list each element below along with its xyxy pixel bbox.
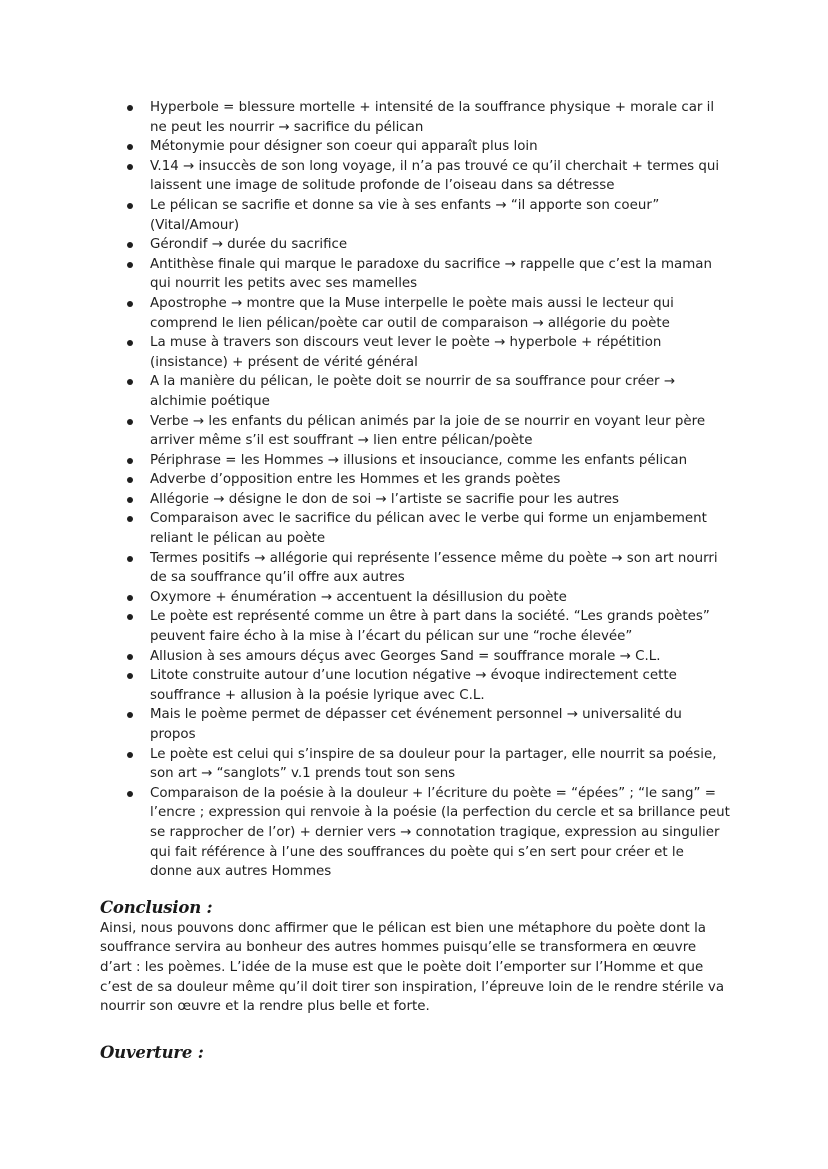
bullet-item bbox=[100, 549, 730, 588]
bullet-text: Termes positifs → allégorie qui représente l’essence même du poète → son art nourri de sa souffrance qu’il offre aux autres bbox=[150, 550, 718, 586]
bullet-item bbox=[100, 588, 730, 608]
bullet-text: Allusion à ses amours déçus avec Georges Sand = souffrance morale → C.L. bbox=[150, 648, 661, 664]
ouverture-heading: Ouverture : bbox=[100, 1042, 204, 1062]
bullet-dot-icon bbox=[127, 791, 133, 797]
bullet-dot-icon bbox=[127, 673, 133, 679]
bullet-text: Hyperbole = blessure mortelle + intensité de la souffrance physique + morale car il ne peut les nourrir → sacrifice du pélican bbox=[150, 100, 715, 135]
bullet-item bbox=[100, 451, 730, 471]
bullet-text: Gérondif → durée du sacrifice bbox=[150, 237, 348, 253]
bullet-dot-icon bbox=[127, 105, 133, 111]
bullet-item bbox=[100, 235, 730, 255]
bullet-item bbox=[100, 784, 730, 882]
bullet-text: Apostrophe → montre que la Muse interpelle le poète mais aussi le lecteur qui comprend le lien pélican/poète car outil de comparaison → allégorie du poète bbox=[150, 295, 674, 331]
bullet-text: Oxymore + énumération → accentuent la désillusion du poète bbox=[150, 589, 567, 605]
bullet-dot-icon bbox=[127, 203, 133, 209]
bullet-dot-icon bbox=[127, 712, 133, 718]
bullet-text: Verbe → les enfants du pélican animés par la joie de se nourrir en voyant leur père arriver même s’il est souffrant → lien entre pélican/poète bbox=[150, 413, 706, 449]
bullet-item bbox=[100, 196, 730, 235]
bullet-dot-icon bbox=[127, 144, 133, 150]
bullet-item bbox=[100, 470, 730, 490]
bullet-item bbox=[100, 333, 730, 372]
bullet-text: Le poète est représenté comme un être à part dans la société. “Les grands poètes” peuvent faire écho à la mise à l’écart du pélican sur une “roche élevée” bbox=[150, 609, 710, 645]
bullet-text: Litote construite autour d’une locution négative → évoque indirectement cette souffrance + allusion à la poésie lyrique avec C.L. bbox=[150, 668, 677, 703]
bullet-dot-icon bbox=[127, 340, 133, 346]
bullet-item bbox=[100, 745, 730, 784]
bullet-dot-icon bbox=[127, 379, 133, 385]
bullet-item bbox=[100, 294, 730, 333]
bullet-item bbox=[100, 607, 730, 646]
bullet-dot-icon bbox=[127, 262, 133, 268]
bullet-item bbox=[100, 157, 730, 196]
bullet-dot-icon bbox=[127, 477, 133, 483]
document-page bbox=[100, 98, 730, 1062]
analysis-bullet-list bbox=[100, 98, 730, 882]
bullet-item bbox=[100, 372, 730, 411]
bullet-text: La muse à travers son discours veut lever le poète → hyperbole + répétition (insistance) + présent de vérité général bbox=[150, 335, 662, 370]
bullet-text: Comparaison de la poésie à la douleur + l’écriture du poète = “épées” ; “le sang” = l’encre ; expression qui renvoie à la poésie (la perfection du cercle et sa brillance peut se rapprocher de l’or) + dernier vers → connotation tragique, expression au singulier qui fait référence à l’une des souffrances du poète qui s’en sert pour créer et le donne aux autres Hommes bbox=[150, 785, 730, 880]
bullet-text: V.14 → insuccès de son long voyage, il n’a pas trouvé ce qu’il cherchait + termes qui laissent une image de solitude profonde de l’oiseau dans sa détresse bbox=[150, 158, 720, 194]
bullet-item bbox=[100, 647, 730, 667]
bullet-dot-icon bbox=[127, 752, 133, 758]
bullet-dot-icon bbox=[127, 419, 133, 425]
bullet-text: Adverbe d’opposition entre les Hommes et les grands poètes bbox=[150, 472, 561, 488]
bullet-text: Comparaison avec le sacrifice du pélican avec le verbe qui forme un enjambement reliant le pélican au poète bbox=[150, 511, 707, 547]
bullet-item bbox=[100, 509, 730, 548]
bullet-dot-icon bbox=[127, 654, 133, 660]
bullet-dot-icon bbox=[127, 301, 133, 307]
bullet-dot-icon bbox=[127, 556, 133, 562]
bullet-text: Le pélican se sacrifie et donne sa vie à ses enfants → “il apporte son coeur” (Vital/Amour) bbox=[150, 197, 660, 233]
bullet-item bbox=[100, 705, 730, 744]
bullet-item bbox=[100, 98, 730, 137]
bullet-dot-icon bbox=[127, 164, 133, 170]
conclusion-heading: Conclusion : bbox=[100, 897, 213, 917]
bullet-dot-icon bbox=[127, 614, 133, 620]
bullet-text: Métonymie pour désigner son coeur qui apparaît plus loin bbox=[150, 139, 538, 155]
conclusion-paragraph: Ainsi, nous pouvons donc affirmer que le pélican est bien une métaphore du poète dont la souffrance servira au bonheur des autres hommes puisqu’elle se transformera en œuvre d’art : les poèmes. L’idée de la muse est que le poète doit l’emporter sur l’Homme et que c’est de sa douleur même qu’il doit tirer son inspiration, l’épreuve loin de le rendre stérile va nourrir son œuvre et la rendre plus belle et forte. bbox=[100, 920, 725, 1015]
bullet-dot-icon bbox=[127, 595, 133, 601]
bullet-text: A la manière du pélican, le poète doit se nourrir de sa souffrance pour créer → alchimie poétique bbox=[150, 374, 676, 409]
bullet-text: Le poète est celui qui s’inspire de sa douleur pour la partager, elle nourrit sa poésie, son art → “sanglots” v.1 prends tout son sens bbox=[150, 746, 717, 782]
bullet-text: Allégorie → désigne le don de soi → l’artiste se sacrifie pour les autres bbox=[150, 491, 619, 507]
bullet-dot-icon bbox=[127, 458, 133, 464]
bullet-item bbox=[100, 137, 730, 157]
bullet-dot-icon bbox=[127, 242, 133, 248]
bullet-text: Antithèse finale qui marque le paradoxe du sacrifice → rappelle que c’est la maman qui nourrit les petits avec ses mamelles bbox=[150, 256, 712, 292]
bullet-text: Mais le poème permet de dépasser cet événement personnel → universalité du propos bbox=[150, 707, 682, 742]
bullet-item bbox=[100, 666, 730, 705]
bullet-dot-icon bbox=[127, 516, 133, 522]
bullet-dot-icon bbox=[127, 497, 133, 503]
bullet-item bbox=[100, 255, 730, 294]
bullet-text: Périphrase = les Hommes → illusions et insouciance, comme les enfants pélican bbox=[150, 452, 688, 468]
bullet-item bbox=[100, 490, 730, 510]
bullet-item bbox=[100, 412, 730, 451]
